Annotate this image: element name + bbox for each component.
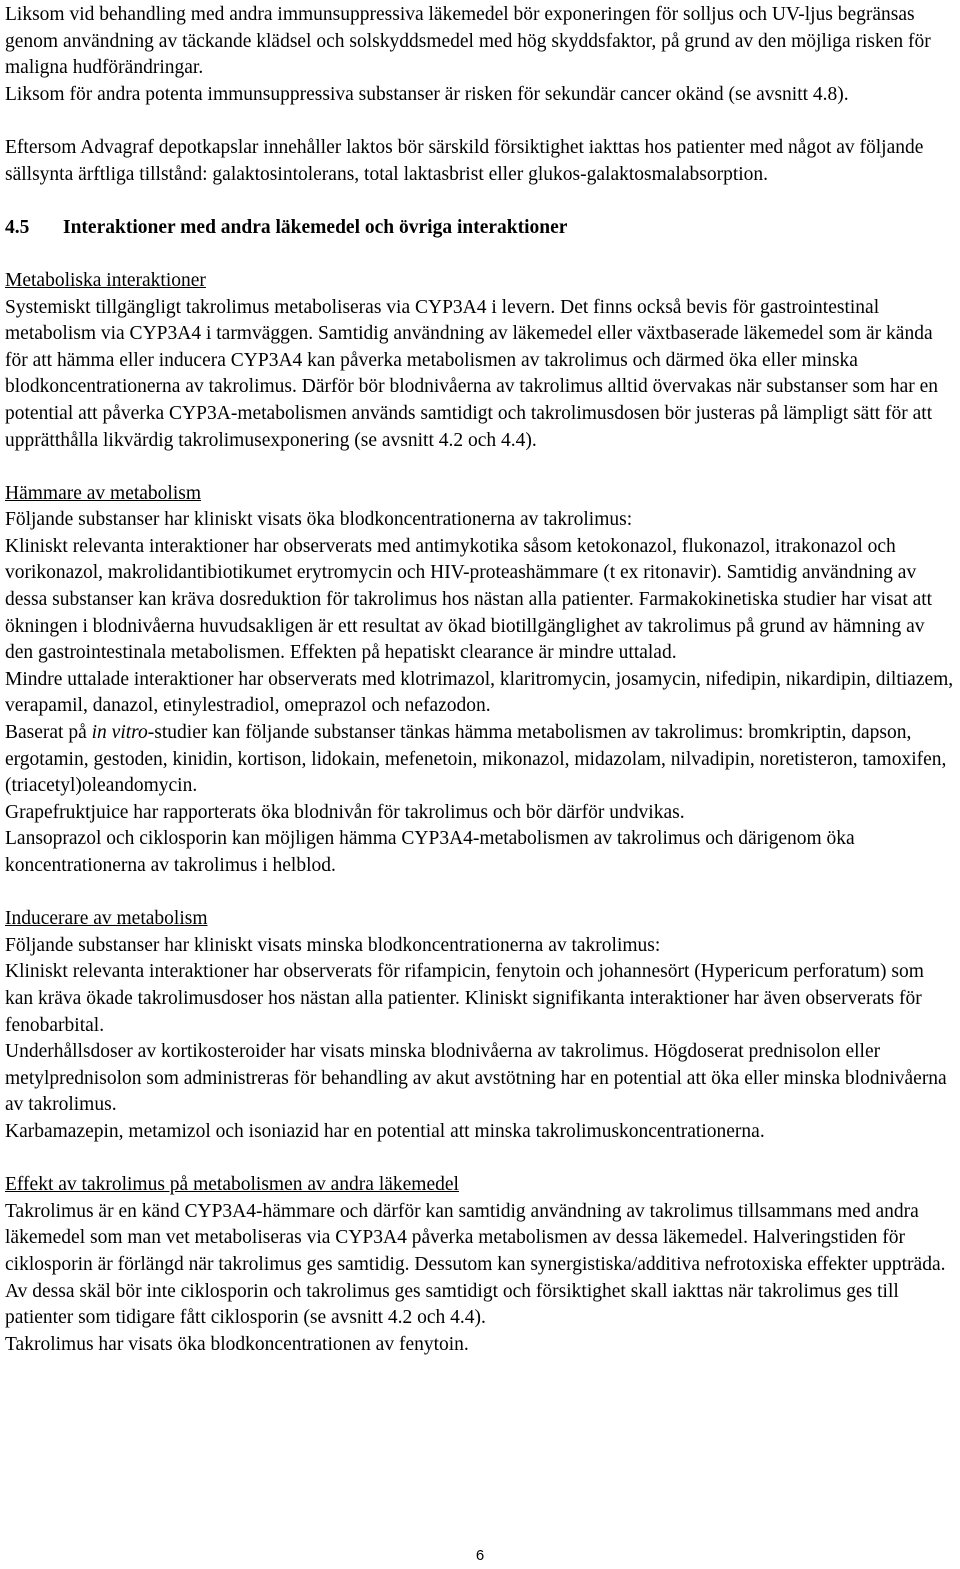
subheading-inhibitors: Hämmare av metabolism xyxy=(5,482,202,504)
paragraph-sunlight: Liksom vid behandling med andra immunsuppressiva läkemedel bör exponeringen för solljus och UV-ljus begränsas genom användning av täckande klädsel och solskyddsmedel med hög skyddsfaktor, på grund av den möjliga risken för maligna hudförändringar. xyxy=(5,4,931,79)
inhibitors-paragraph-1: Kliniskt relevanta interaktioner har observerats med antimykotika såsom ketokonazol, flukonazol, itrakonazol och vorikonazol, makrolidantibiotikumet erytromycin och HIV-proteashämmare (t ex ritonavir). Samtidig användning av dessa substanser kan kräva dosreduktion för takrolimus hos nästan alla patienter. Farmakokinetiska studier har visat att ökningen i blodnivåerna huvudsakligen är ett resultat av ökad biotillgänglighet av takrolimus på grund av hämning av den gastrointestinala metabolismen. Effekten på hepatiskt clearance är mindre uttalad. xyxy=(5,535,933,664)
page-number: 6 xyxy=(475,1547,485,1564)
section-title: Interaktioner med andra läkemedel och övriga interaktioner xyxy=(63,216,568,238)
inducers-lead: Följande substanser har kliniskt visats minska blodkoncentrationerna av takrolimus: xyxy=(5,934,661,956)
intro-block xyxy=(5,2,955,108)
inhibitors-p3-pre: Baserat på xyxy=(5,722,92,744)
inhibitors-paragraph-4: Grapefruktjuice har rapporterats öka blodnivån för takrolimus och bör därför undvikas. xyxy=(5,801,685,823)
inducers-paragraph-2: Underhållsdoser av kortikosteroider har visats minska blodnivåerna av takrolimus. Högdoserat prednisolon eller metylprednisolon som administreras för behandling av akut avstötning har en potential att öka eller minska blodnivåerna av takrolimus. xyxy=(5,1041,947,1116)
metabolic-block xyxy=(5,268,955,454)
effect-paragraph-1: Takrolimus är en känd CYP3A4-hämmare och därför kan samtidig användning av takrolimus tillsammans med andra läkemedel som man vet metaboliseras via CYP3A4 påverka metabolismen av dessa läkemedel. Halveringstiden för ciklosporin är förlängd när takrolimus ges samtidig. Dessutom kan synergistiska/additiva nefrotoxiska effekter uppträda. Av dessa skäl bör inte ciklosporin och takrolimus ges samtidigt och försiktighet skall iakttas när takrolimus ges till patienter som tidigare fått ciklosporin (se avsnitt 4.2 och 4.4). xyxy=(5,1200,946,1329)
in-vitro-italic: in vitro xyxy=(91,722,148,744)
inhibitors-paragraph-3 xyxy=(5,720,955,800)
inducers-paragraph-1: Kliniskt relevanta interaktioner har observerats för rifampicin, fenytoin och johannesört (Hypericum perforatum) som kan kräva ökade takrolimusdoser hos nästan alla patienter. Kliniskt signifikanta interaktioner har även observerats för fenobarbital. xyxy=(5,961,924,1036)
effect-paragraph-2: Takrolimus har visats öka blodkoncentrationen av fenytoin. xyxy=(5,1333,469,1355)
inhibitors-block xyxy=(5,481,955,880)
paragraph-metabolic: Systemiskt tillgängligt takrolimus metaboliseras via CYP3A4 i levern. Det finns också bevis för gastrointestinal metabolism via CYP3A4 i tarmväggen. Samtidig användning av läkemedel eller växtbaserade läkemedel som är kända för att hämma eller inducera CYP3A4 kan påverka metabolismen av takrolimus och därmed öka eller minska blodkoncentrationerna av takrolimus. Därför bör blodnivåerna av takrolimus alltid övervakas när substanser som har en potential att påverka CYP3A-metabolismen används samtidigt och takrolimusdosen bör justeras på lämpligt sätt för att upprätthålla likvärdig takrolimusexponering (se avsnitt 4.2 och 4.4). xyxy=(5,296,939,451)
inducers-paragraph-3: Karbamazepin, metamizol och isoniazid har en potential att minska takrolimuskoncentrationerna. xyxy=(5,1120,765,1142)
inhibitors-paragraph-5: Lansoprazol och ciklosporin kan möjligen hämma CYP3A4-metabolismen av takrolimus och därigenom öka koncentrationerna av takrolimus i helblod. xyxy=(5,828,855,876)
subheading-effect: Effekt av takrolimus på metabolismen av andra läkemedel xyxy=(5,1174,459,1196)
effect-block xyxy=(5,1172,955,1358)
paragraph-secondary-cancer: Liksom för andra potenta immunsuppressiva substanser är risken för sekundär cancer okänd (se avsnitt 4.8). xyxy=(5,83,849,105)
document-page xyxy=(5,2,955,1358)
inducers-block xyxy=(5,906,955,1145)
inhibitors-p3-post: -studier kan följande substanser tänkas hämma metabolismen av takrolimus: bromkriptin, dapson, ergotamin, gestoden, kinidin, kortison, lidokain, mefenetoin, mikonazol, midazolam, nilvadipin, noretisteron, tamoxifen, (triacetyl)oleandomycin. xyxy=(5,722,947,797)
subheading-metabolic: Metaboliska interaktioner xyxy=(5,269,206,291)
section-heading xyxy=(5,215,955,242)
inhibitors-lead: Följande substanser har kliniskt visats öka blodkoncentrationerna av takrolimus: xyxy=(5,509,633,531)
inhibitors-paragraph-2: Mindre uttalade interaktioner har observerats med klotrimazol, klaritromycin, josamycin, nifedipin, nikardipin, diltiazem, verapamil, danazol, etinylestradiol, omeprazol och nefazodon. xyxy=(5,668,954,717)
section-number: 4.5 xyxy=(5,216,30,238)
paragraph-lactose: Eftersom Advagraf depotkapslar innehåller laktos bör särskild försiktighet iakttas hos patienter med något av följande sällsynta ärftliga tillstånd: galaktosintolerans, total laktasbrist eller glukos-galaktosmalabsorption. xyxy=(5,136,924,185)
subheading-inducers: Inducerare av metabolism xyxy=(5,908,208,930)
